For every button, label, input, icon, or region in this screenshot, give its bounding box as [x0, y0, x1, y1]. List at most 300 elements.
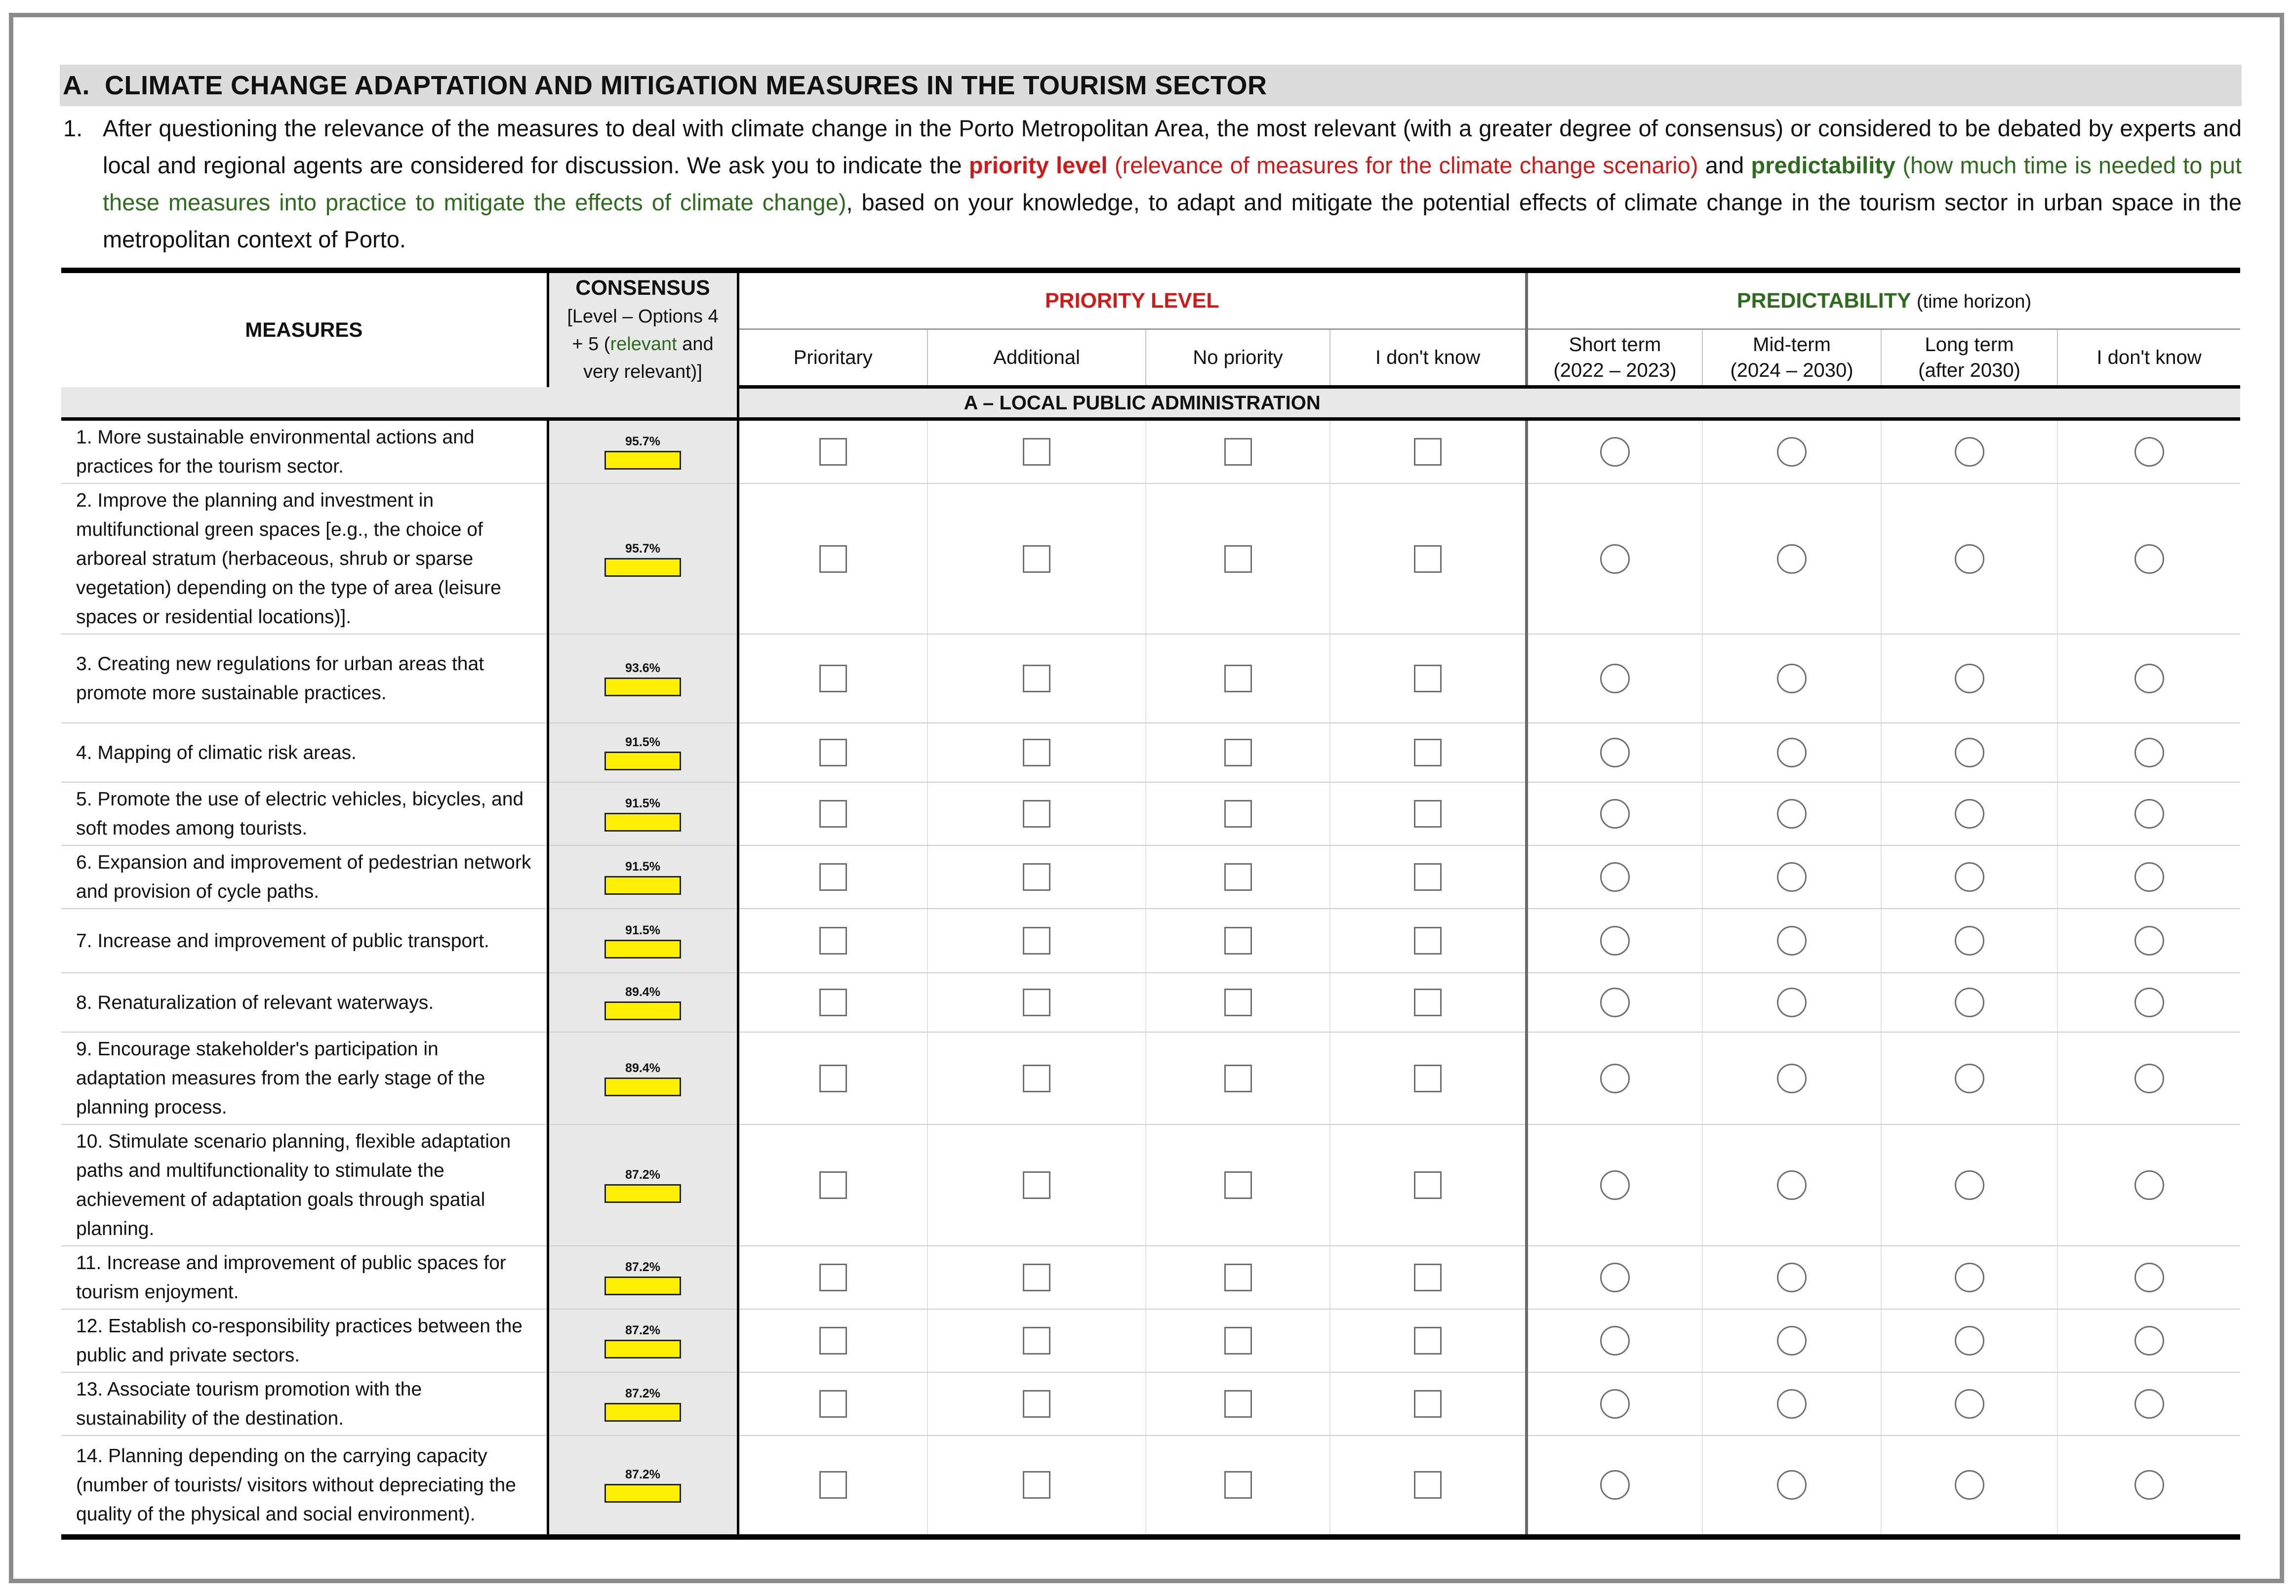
- priority-cell: [1330, 1372, 1527, 1436]
- no-priority-checkbox-8[interactable]: [1224, 989, 1252, 1016]
- consensus-cell: [548, 634, 738, 723]
- priority-cell: [1146, 909, 1330, 973]
- consensus-bar: [604, 558, 681, 577]
- priority-cell: [927, 973, 1146, 1032]
- consensus-value: 91.5%: [625, 735, 660, 749]
- consensus-bar: [604, 1277, 681, 1295]
- consensus-cell: [548, 909, 738, 973]
- long-term-radio-11[interactable]: [1955, 1263, 1984, 1292]
- predict-cell: [1881, 1436, 2057, 1537]
- prioritary-checkbox-1[interactable]: [819, 438, 847, 466]
- consensus-title: CONSENSUS: [575, 276, 710, 300]
- prioritary-checkbox-14[interactable]: [819, 1471, 847, 1499]
- additional-checkbox-14[interactable]: [1023, 1471, 1050, 1499]
- consensus-cell: [548, 1246, 738, 1309]
- intro-and: and: [1698, 152, 1751, 178]
- no-priority-checkbox-13[interactable]: [1224, 1390, 1252, 1418]
- prioritary-checkbox-8[interactable]: [819, 989, 847, 1016]
- priority-cell: [927, 1309, 1146, 1372]
- predict-dont-know-radio-10[interactable]: [2135, 1170, 2164, 1200]
- col-priority-dont-know: I don't know: [1330, 329, 1527, 387]
- measure-text: 6. Expansion and improvement of pedestrian network and provision of cycle paths.: [61, 845, 548, 909]
- priority-cell: [1330, 909, 1527, 973]
- long-term-radio-3[interactable]: [1955, 664, 1984, 693]
- col-prioritary: Prioritary: [738, 329, 927, 387]
- measure-text: 3. Creating new regulations for urban areas that promote more sustainable practices.: [61, 634, 548, 723]
- consensus-bar: [604, 940, 681, 958]
- predict-cell: [2057, 634, 2240, 723]
- consensus-cell: [548, 845, 738, 909]
- priority-cell: [927, 1124, 1146, 1246]
- measure-row: [61, 1436, 2240, 1537]
- no-priority-checkbox-4[interactable]: [1224, 739, 1252, 766]
- additional-checkbox-7[interactable]: [1023, 927, 1050, 955]
- priority-cell: [927, 782, 1146, 845]
- predict-dont-know-radio-12[interactable]: [2135, 1326, 2164, 1356]
- short-term-radio-4[interactable]: [1600, 738, 1630, 767]
- short-term-label: Short term: [1569, 334, 1661, 356]
- priority-cell: [1146, 1246, 1330, 1309]
- predict-cell: [1702, 782, 1881, 845]
- short-term-radio-5[interactable]: [1600, 799, 1630, 829]
- predict-cell: [1702, 419, 1881, 484]
- predictability-title: PREDICTABILITY: [1736, 288, 1911, 313]
- predict-cell: [1527, 1436, 1702, 1537]
- predict-dont-know-radio-11[interactable]: [2135, 1263, 2164, 1292]
- predict-cell: [1881, 1032, 2057, 1124]
- long-term-radio-7[interactable]: [1955, 926, 1984, 956]
- prioritary-checkbox-4[interactable]: [819, 739, 847, 766]
- priority-cell: [927, 845, 1146, 909]
- priority-dont-know-checkbox-11[interactable]: [1414, 1264, 1442, 1291]
- predictability-header: [1527, 271, 2240, 329]
- no-priority-checkbox-5[interactable]: [1224, 800, 1252, 828]
- consensus-bar: [604, 752, 681, 770]
- long-term-radio-9[interactable]: [1955, 1064, 1984, 1093]
- measure-row: [61, 419, 2240, 484]
- measure-row: [61, 634, 2240, 723]
- no-priority-checkbox-14[interactable]: [1224, 1471, 1252, 1499]
- predict-dont-know-radio-13[interactable]: [2135, 1389, 2164, 1419]
- prioritary-checkbox-13[interactable]: [819, 1390, 847, 1418]
- consensus-header: [548, 271, 738, 387]
- priority-cell: [1330, 1124, 1527, 1246]
- consensus-bar: [604, 1184, 681, 1203]
- no-priority-checkbox-7[interactable]: [1224, 927, 1252, 955]
- additional-checkbox-2[interactable]: [1023, 545, 1050, 573]
- predict-cell: [1881, 1124, 2057, 1246]
- predict-cell: [2057, 1032, 2240, 1124]
- priority-cell: [738, 909, 927, 973]
- predict-cell: [1702, 845, 1881, 909]
- prioritary-checkbox-3[interactable]: [819, 665, 847, 692]
- predict-cell: [2057, 845, 2240, 909]
- priority-cell: [738, 1124, 927, 1246]
- consensus-value: 95.7%: [625, 541, 660, 556]
- priority-dont-know-checkbox-3[interactable]: [1414, 665, 1442, 692]
- priority-cell: [927, 1372, 1146, 1436]
- no-priority-checkbox-10[interactable]: [1224, 1171, 1252, 1199]
- consensus-cell: [548, 1309, 738, 1372]
- additional-checkbox-10[interactable]: [1023, 1171, 1050, 1199]
- priority-cell: [1146, 634, 1330, 723]
- col-additional: Additional: [927, 329, 1146, 387]
- priority-cell: [738, 782, 927, 845]
- no-priority-checkbox-3[interactable]: [1224, 665, 1252, 692]
- predict-cell: [2057, 1309, 2240, 1372]
- long-term-radio-5[interactable]: [1955, 799, 1984, 829]
- long-term-radio-4[interactable]: [1955, 738, 1984, 767]
- consensus-bar: [604, 813, 681, 832]
- predict-dont-know-radio-5[interactable]: [2135, 799, 2164, 829]
- measure-text: 1. More sustainable environmental actions and practices for the tourism sector.: [61, 419, 548, 484]
- consensus-value: 87.2%: [625, 1323, 660, 1337]
- col-short-term: [1527, 329, 1702, 387]
- consensus-cell: [548, 1372, 738, 1436]
- consensus-value: 89.4%: [625, 1061, 660, 1075]
- consensus-cell: [548, 1032, 738, 1124]
- priority-cell: [1146, 845, 1330, 909]
- priority-level-header: PRIORITY LEVEL: [738, 271, 1527, 329]
- measure-row: [61, 483, 2240, 634]
- measure-row: [61, 782, 2240, 845]
- predict-cell: [1881, 909, 2057, 973]
- priority-cell: [1146, 723, 1330, 782]
- measure-text: 5. Promote the use of electric vehicles, bicycles, and soft modes among tourists.: [61, 782, 548, 845]
- consensus-line1: [Level – Options 4: [567, 306, 719, 327]
- priority-cell: [1330, 419, 1527, 484]
- no-priority-checkbox-1[interactable]: [1224, 438, 1252, 466]
- prioritary-checkbox-11[interactable]: [819, 1264, 847, 1291]
- measure-text: 2. Improve the planning and investment in multifunctional green spaces [e.g., the choice of arboreal stratum (herbaceous, shrub or sparse vegetation) depending on the type of area (leisure spaces or residential locations)].: [61, 483, 548, 634]
- priority-dont-know-checkbox-5[interactable]: [1414, 800, 1442, 828]
- predict-cell: [1702, 634, 1881, 723]
- predictability-subtitle: (time horizon): [1916, 291, 2032, 312]
- predict-dont-know-radio-2[interactable]: [2135, 544, 2164, 574]
- priority-dont-know-checkbox-10[interactable]: [1414, 1171, 1442, 1199]
- measure-text: 14. Planning depending on the carrying capacity (number of tourists/ visitors without depreciating the quality of the physical and social environment).: [61, 1436, 548, 1537]
- section-letter: A.: [63, 71, 90, 100]
- long-term-radio-1[interactable]: [1955, 437, 1984, 467]
- additional-checkbox-8[interactable]: [1023, 989, 1050, 1016]
- consensus-value: 91.5%: [625, 797, 660, 810]
- priority-cell: [1146, 1436, 1330, 1537]
- predict-dont-know-radio-6[interactable]: [2135, 862, 2164, 892]
- consensus-cell: [548, 782, 738, 845]
- predict-cell: [2057, 1124, 2240, 1246]
- short-term-radio-14[interactable]: [1600, 1470, 1630, 1500]
- long-term-radio-10[interactable]: [1955, 1170, 1984, 1200]
- predict-cell: [1881, 1246, 2057, 1309]
- predict-dont-know-radio-14[interactable]: [2135, 1470, 2164, 1500]
- predict-cell: [1881, 634, 2057, 723]
- consensus-bar: [604, 451, 681, 470]
- predict-cell: [1527, 1124, 1702, 1246]
- predict-cell: [2057, 973, 2240, 1032]
- consensus-value: 93.6%: [625, 661, 660, 675]
- predict-dont-know-radio-4[interactable]: [2135, 738, 2164, 767]
- measure-text: 8. Renaturalization of relevant waterways.: [61, 973, 548, 1032]
- prioritary-checkbox-7[interactable]: [819, 927, 847, 955]
- measure-row: [61, 973, 2240, 1032]
- consensus-bar: [604, 1340, 681, 1358]
- consensus-bar: [604, 876, 681, 895]
- priority-cell: [1146, 419, 1330, 484]
- predict-cell: [1881, 782, 2057, 845]
- consensus-bar: [604, 1001, 681, 1020]
- long-term-radio-12[interactable]: [1955, 1326, 1984, 1356]
- col-long-term: [1881, 329, 2057, 387]
- intro-part2: , based on your knowledge, to adapt and mitigate the potential effects of climate change in the tourism sector in urban space in the metropolitan context of Porto.: [103, 189, 2242, 252]
- question-number: 1.: [63, 115, 83, 141]
- priority-cell: [1146, 1372, 1330, 1436]
- predict-cell: [1527, 1372, 1702, 1436]
- measure-text: 9. Encourage stakeholder's participation in adaptation measures from the early stage of the planning process.: [61, 1032, 548, 1124]
- predict-cell: [2057, 723, 2240, 782]
- short-term-radio-7[interactable]: [1600, 926, 1630, 956]
- additional-checkbox-9[interactable]: [1023, 1065, 1050, 1092]
- short-term-radio-8[interactable]: [1600, 988, 1630, 1017]
- consensus-cell: [548, 419, 738, 484]
- consensus-cell: [548, 1124, 738, 1246]
- predict-cell: [1527, 845, 1702, 909]
- priority-cell: [927, 1436, 1146, 1537]
- predict-cell: [1702, 1246, 1881, 1309]
- section-header: [60, 65, 2242, 106]
- consensus-value: 87.2%: [625, 1168, 660, 1182]
- mid-term-radio-4[interactable]: [1777, 738, 1807, 767]
- question-text: [103, 110, 2242, 258]
- predict-cell: [1527, 634, 1702, 723]
- predict-dont-know-radio-8[interactable]: [2135, 988, 2164, 1017]
- prioritary-checkbox-9[interactable]: [819, 1065, 847, 1092]
- priority-dont-know-checkbox-4[interactable]: [1414, 739, 1442, 766]
- no-priority-checkbox-6[interactable]: [1224, 863, 1252, 891]
- priority-cell: [1330, 845, 1527, 909]
- consensus-bar: [604, 1484, 681, 1503]
- measure-text: 12. Establish co-responsibility practices between the public and private sectors.: [61, 1309, 548, 1372]
- predict-dont-know-radio-7[interactable]: [2135, 926, 2164, 956]
- predict-cell: [1527, 419, 1702, 484]
- prioritary-checkbox-2[interactable]: [819, 545, 847, 573]
- consensus-value: 87.2%: [625, 1468, 660, 1482]
- long-term-radio-6[interactable]: [1955, 862, 1984, 892]
- predict-cell: [1881, 845, 2057, 909]
- predictability-term: predictability: [1751, 152, 1896, 178]
- short-term-radio-10[interactable]: [1600, 1170, 1630, 1200]
- consensus-cell: [548, 1436, 738, 1537]
- mid-term-radio-9[interactable]: [1777, 1064, 1807, 1093]
- predict-dont-know-radio-1[interactable]: [2135, 437, 2164, 467]
- priority-cell: [1330, 1309, 1527, 1372]
- priority-cell: [1330, 1436, 1527, 1537]
- mid-term-radio-5[interactable]: [1777, 799, 1807, 829]
- long-term-radio-14[interactable]: [1955, 1470, 1984, 1500]
- measure-row: [61, 1124, 2240, 1246]
- priority-cell: [927, 1246, 1146, 1309]
- mid-term-radio-2[interactable]: [1777, 544, 1807, 574]
- additional-checkbox-3[interactable]: [1023, 665, 1050, 692]
- mid-term-radio-1[interactable]: [1777, 437, 1807, 467]
- priority-dont-know-checkbox-2[interactable]: [1414, 545, 1442, 573]
- mid-term-radio-6[interactable]: [1777, 862, 1807, 892]
- short-term-radio-6[interactable]: [1600, 862, 1630, 892]
- priority-cell: [738, 419, 927, 484]
- mid-term-radio-7[interactable]: [1777, 926, 1807, 956]
- consensus-relevant: relevant: [610, 334, 677, 355]
- priority-cell: [1330, 782, 1527, 845]
- consensus-value: 87.2%: [625, 1260, 660, 1274]
- mid-term-radio-14[interactable]: [1777, 1470, 1807, 1500]
- measure-row: [61, 909, 2240, 973]
- predict-cell: [1702, 1032, 1881, 1124]
- predict-cell: [1702, 1436, 1881, 1537]
- no-priority-checkbox-11[interactable]: [1224, 1264, 1252, 1291]
- measure-text: 4. Mapping of climatic risk areas.: [61, 723, 548, 782]
- measure-row: [61, 1032, 2240, 1124]
- priority-cell: [738, 1436, 927, 1537]
- predict-cell: [1527, 483, 1702, 634]
- prioritary-checkbox-12[interactable]: [819, 1327, 847, 1355]
- priority-cell: [738, 973, 927, 1032]
- short-term-radio-1[interactable]: [1600, 437, 1630, 467]
- consensus-value: 87.2%: [625, 1387, 660, 1400]
- predict-cell: [2057, 782, 2240, 845]
- predict-cell: [1881, 419, 2057, 484]
- mid-term-radio-8[interactable]: [1777, 988, 1807, 1017]
- priority-cell: [1146, 483, 1330, 634]
- long-term-range: (after 2030): [1918, 359, 2020, 381]
- priority-cell: [738, 1246, 927, 1309]
- no-priority-checkbox-9[interactable]: [1224, 1065, 1252, 1092]
- measure-row: [61, 1372, 2240, 1436]
- priority-dont-know-checkbox-14[interactable]: [1414, 1471, 1442, 1499]
- mid-term-radio-11[interactable]: [1777, 1263, 1807, 1292]
- predict-cell: [2057, 909, 2240, 973]
- priority-cell: [927, 634, 1146, 723]
- priority-cell: [1330, 1032, 1527, 1124]
- short-term-radio-12[interactable]: [1600, 1326, 1630, 1356]
- predict-cell: [1527, 1032, 1702, 1124]
- short-term-radio-11[interactable]: [1600, 1263, 1630, 1292]
- predict-dont-know-radio-9[interactable]: [2135, 1064, 2164, 1093]
- consensus-cell: [548, 973, 738, 1032]
- additional-checkbox-12[interactable]: [1023, 1327, 1050, 1355]
- no-priority-checkbox-2[interactable]: [1224, 545, 1252, 573]
- prioritary-checkbox-10[interactable]: [819, 1171, 847, 1199]
- predict-cell: [1527, 973, 1702, 1032]
- short-term-radio-3[interactable]: [1600, 664, 1630, 693]
- priority-level-term: priority level: [968, 152, 1108, 178]
- priority-dont-know-checkbox-8[interactable]: [1414, 989, 1442, 1016]
- predict-cell: [1881, 1309, 2057, 1372]
- measure-row: [61, 1309, 2240, 1372]
- priority-cell: [738, 1032, 927, 1124]
- priority-dont-know-checkbox-12[interactable]: [1414, 1327, 1442, 1355]
- measure-row: [61, 723, 2240, 782]
- subsection-title: A – LOCAL PUBLIC ADMINISTRATION: [738, 387, 2240, 419]
- additional-checkbox-1[interactable]: [1023, 438, 1050, 466]
- consensus-value: 91.5%: [625, 923, 660, 937]
- predict-cell: [1702, 1124, 1881, 1246]
- col-mid-term: [1702, 329, 1881, 387]
- predict-dont-know-radio-3[interactable]: [2135, 664, 2164, 693]
- priority-cell: [1330, 723, 1527, 782]
- additional-checkbox-6[interactable]: [1023, 863, 1050, 891]
- predict-cell: [1702, 723, 1881, 782]
- prioritary-checkbox-6[interactable]: [819, 863, 847, 891]
- predict-cell: [1881, 1372, 2057, 1436]
- mid-term-radio-12[interactable]: [1777, 1326, 1807, 1356]
- predict-cell: [1702, 909, 1881, 973]
- priority-cell: [927, 483, 1146, 634]
- mid-term-radio-10[interactable]: [1777, 1170, 1807, 1200]
- priority-cell: [1146, 1309, 1330, 1372]
- priority-dont-know-checkbox-1[interactable]: [1414, 438, 1442, 466]
- priority-cell: [1330, 973, 1527, 1032]
- predict-cell: [1881, 973, 2057, 1032]
- measure-row: [61, 845, 2240, 909]
- consensus-cell: [548, 483, 738, 634]
- col-no-priority: No priority: [1146, 329, 1330, 387]
- additional-checkbox-4[interactable]: [1023, 739, 1050, 766]
- priority-cell: [738, 723, 927, 782]
- short-term-radio-13[interactable]: [1600, 1389, 1630, 1419]
- priority-cell: [1330, 634, 1527, 723]
- priority-cell: [1146, 973, 1330, 1032]
- predict-cell: [2057, 1246, 2240, 1309]
- predict-cell: [1527, 909, 1702, 973]
- additional-checkbox-5[interactable]: [1023, 800, 1050, 828]
- priority-dont-know-checkbox-7[interactable]: [1414, 927, 1442, 955]
- long-term-radio-13[interactable]: [1955, 1389, 1984, 1419]
- priority-cell: [738, 845, 927, 909]
- short-term-radio-9[interactable]: [1600, 1064, 1630, 1093]
- priority-cell: [738, 634, 927, 723]
- long-term-radio-8[interactable]: [1955, 988, 1984, 1017]
- consensus-cell: [548, 723, 738, 782]
- priority-cell: [1146, 1124, 1330, 1246]
- short-term-radio-2[interactable]: [1600, 544, 1630, 574]
- priority-cell: [927, 723, 1146, 782]
- priority-cell: [927, 419, 1146, 484]
- prioritary-checkbox-5[interactable]: [819, 800, 847, 828]
- priority-cell: [1146, 782, 1330, 845]
- priority-cell: [1330, 1246, 1527, 1309]
- mid-term-radio-3[interactable]: [1777, 664, 1807, 693]
- priority-cell: [1330, 483, 1527, 634]
- predict-cell: [1527, 723, 1702, 782]
- priority-cell: [738, 483, 927, 634]
- additional-checkbox-13[interactable]: [1023, 1390, 1050, 1418]
- measure-text: 7. Increase and improvement of public transport.: [61, 909, 548, 973]
- mid-term-label: Mid-term: [1753, 334, 1831, 356]
- no-priority-checkbox-12[interactable]: [1224, 1327, 1252, 1355]
- mid-term-radio-13[interactable]: [1777, 1389, 1807, 1419]
- intro-part1: After questioning the relevance of the measures to deal with climate change in the Porto Metropolitan Area, the most relevant (with a greater degree of consensus) or considered to be debated by experts and local and regional agents are considered for discussion. We ask you to indicate the: [103, 115, 2242, 178]
- question-intro: [60, 110, 2242, 258]
- predict-cell: [1702, 483, 1881, 634]
- consensus-value: 89.4%: [625, 985, 660, 999]
- priority-dont-know-checkbox-13[interactable]: [1414, 1390, 1442, 1418]
- long-term-radio-2[interactable]: [1955, 544, 1984, 574]
- consensus-value: 95.7%: [625, 435, 660, 448]
- consensus-bar: [604, 1403, 681, 1422]
- priority-dont-know-checkbox-9[interactable]: [1414, 1065, 1442, 1092]
- priority-dont-know-checkbox-6[interactable]: [1414, 863, 1442, 891]
- predict-cell: [1881, 483, 2057, 634]
- additional-checkbox-11[interactable]: [1023, 1264, 1050, 1291]
